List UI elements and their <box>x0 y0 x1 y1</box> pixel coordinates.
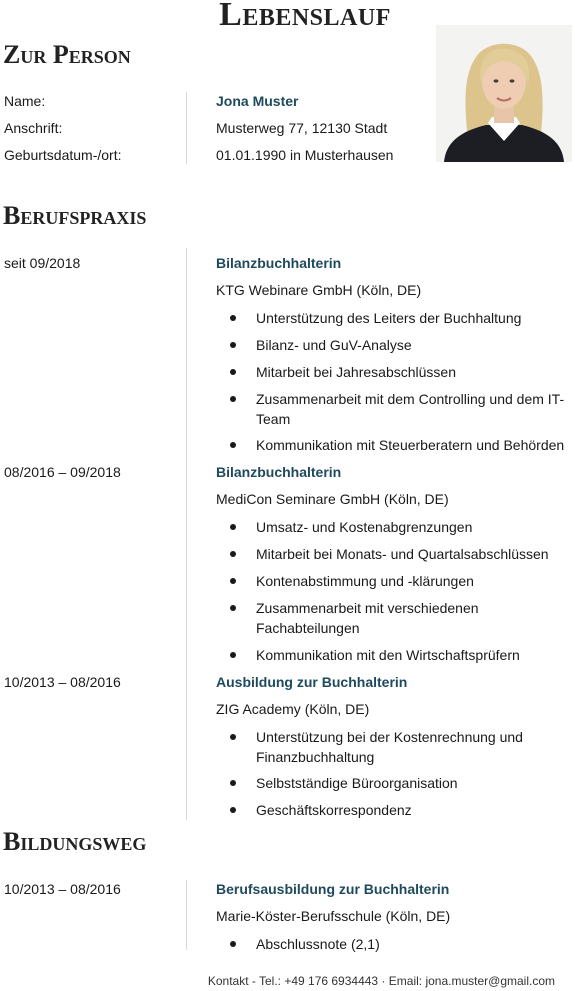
job-bullet: Selbstständige Büroorganisation <box>256 775 458 791</box>
job-bullet: Kommunikation mit den Wirtschaftsprüfern <box>256 647 520 663</box>
bullet-icon <box>229 523 237 531</box>
job-company: KTG Webinare GmbH (Köln, DE) <box>216 282 422 298</box>
job-bullet: Unterstützung bei der Kostenrechnung und Finanzbuchhaltung <box>256 729 523 765</box>
bullet-icon <box>229 779 237 787</box>
name-label: Name: <box>4 93 46 109</box>
job-bullet: Kommunikation mit Steuerberatern und Behörden <box>256 437 565 453</box>
job-bullet: Umsatz- und Kostenabgrenzungen <box>256 519 473 535</box>
bullet-icon <box>229 550 237 558</box>
job-bullet: Zusammenarbeit mit dem Controlling und dem IT-Team <box>256 391 565 427</box>
bullet-icon <box>229 604 237 612</box>
job-company: MediCon Seminare GmbH (Köln, DE) <box>216 491 449 507</box>
job-bullet: Mitarbeit bei Monats- und Quartalsabschlüssen <box>256 546 549 562</box>
bullet-icon <box>229 733 237 741</box>
job-bullet: Mitarbeit bei Jahresabschlüssen <box>256 364 456 380</box>
education-divider <box>186 880 187 950</box>
person-divider <box>186 92 187 164</box>
bullet-icon <box>229 368 237 376</box>
bullet-icon <box>229 341 237 349</box>
education-bullet: Abschlussnote (2,1) <box>256 936 380 952</box>
bullet-icon <box>229 806 237 814</box>
contact-footer: Kontakt - Tel.: +49 176 6934443 · Email: jona.muster@gmail.com <box>207 974 555 988</box>
birth-label: Geburtsdatum-/ort: <box>4 147 122 163</box>
job-date: 10/2013 – 08/2016 <box>4 674 121 690</box>
job-bullet: Bilanz- und GuV-Analyse <box>256 337 412 353</box>
job-date: seit 09/2018 <box>4 255 81 271</box>
job-bullet: Kontenabstimmung und -klärungen <box>256 573 474 589</box>
education-date: 10/2013 – 08/2016 <box>4 881 121 897</box>
bullet-icon <box>229 441 237 449</box>
section-title-education: Bildungsweg <box>3 827 147 856</box>
bullet-icon <box>229 395 237 403</box>
job-bullet: Geschäftskorrespondenz <box>256 802 412 818</box>
job-title: Bilanzbuchhalterin <box>216 464 342 480</box>
job-title: Bilanzbuchhalterin <box>216 255 342 271</box>
name-value: Jona Muster <box>216 93 299 109</box>
profile-photo <box>436 25 572 162</box>
section-title-experience: Berufspraxis <box>3 201 147 230</box>
job-title: Ausbildung zur Buchhalterin <box>216 674 408 690</box>
bullet-icon <box>229 577 237 585</box>
bullet-icon <box>229 940 237 948</box>
address-value: Musterweg 77, 12130 Stadt <box>216 120 388 136</box>
birth-value: 01.01.1990 in Musterhausen <box>216 147 394 163</box>
education-institution: Marie-Köster-Berufsschule (Köln, DE) <box>216 908 451 924</box>
experience-divider <box>186 248 187 820</box>
job-date: 08/2016 – 09/2018 <box>4 464 121 480</box>
bullet-icon <box>229 314 237 322</box>
job-bullet: Unterstützung des Leiters der Buchhaltung <box>256 310 522 326</box>
bullet-icon <box>229 651 237 659</box>
address-label: Anschrift: <box>4 120 63 136</box>
education-title: Berufsausbildung zur Buchhalterin <box>216 881 450 897</box>
job-company: ZIG Academy (Köln, DE) <box>216 701 370 717</box>
document-title: Lebenslauf <box>219 0 391 33</box>
section-title-person: Zur Person <box>3 40 131 69</box>
job-bullet: Zusammenarbeit mit verschiedenen Fachabteilungen <box>256 600 479 636</box>
